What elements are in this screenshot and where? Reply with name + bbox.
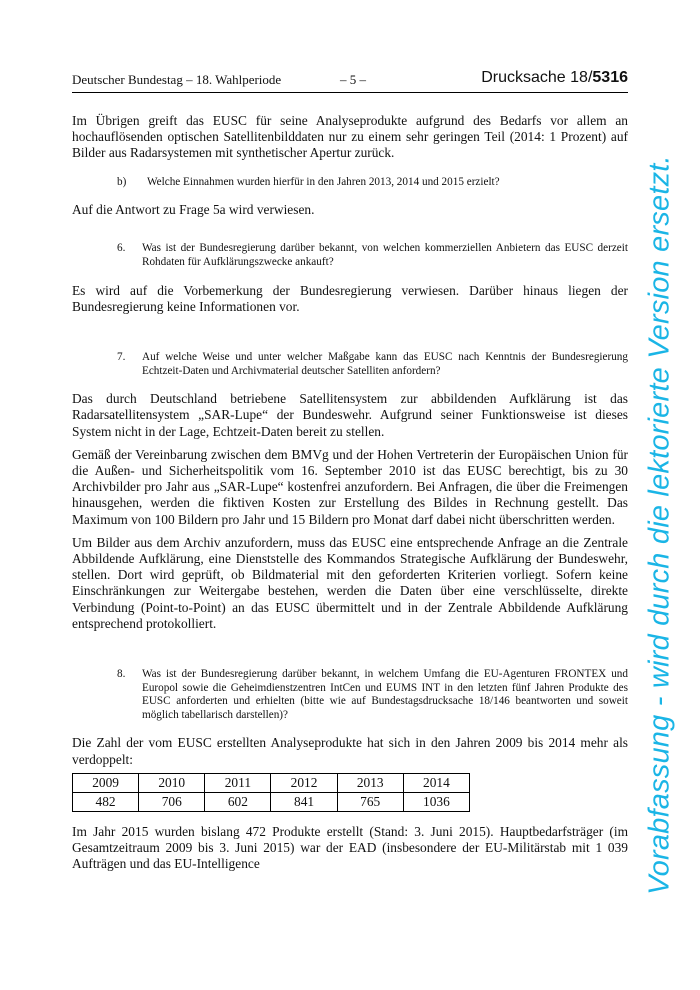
question-8: [117, 668, 628, 722]
table-cell-year: 2014: [403, 773, 469, 792]
table-cell-count: 602: [205, 792, 271, 811]
answer-7-sar-lupe: Das durch Deutschland betriebene Satellitensystem zur abbildenden Aufklärung ist das Radarsatellitensystem „SAR-Lupe“ der Bundeswehr. Aufgrund seiner Funktionsweise ist dieses System nicht in der Lage, Echtzeit-Daten bereit zu stellen.: [72, 391, 628, 439]
table-cell-count: 841: [271, 792, 337, 811]
watermark-text: Vorabfassung - wird durch die lektorierte Version ersetzt.: [643, 155, 676, 895]
table-cell-year: 2009: [73, 773, 139, 792]
header-page-number: – 5 –: [340, 72, 366, 87]
table-row-counts: [73, 792, 470, 811]
question-label: b): [117, 175, 127, 188]
header-parliament: Deutscher Bundestag – 18. Wahlperiode: [72, 72, 282, 87]
header-doc-period: 18/: [570, 69, 593, 86]
table-cell-year: 2013: [337, 773, 403, 792]
question-7: [117, 351, 628, 378]
table-cell-year: 2010: [139, 773, 205, 792]
table-cell-count: 1036: [403, 792, 469, 811]
paragraph-eusc-radar: Im Übrigen greift das EUSC für seine Analyseprodukte aufgrund des Bedarfs vor allem an hochauflösenden optischen Satellitenbilddaten nur zu einem sehr geringen Teil (2014: 1 Prozent) auf Bilder aus Radarsystemen mit synthetischer Apertur zurück.: [72, 113, 628, 161]
question-5b: [117, 176, 628, 190]
table-cell-year: 2011: [205, 773, 271, 792]
table-cell-count: 765: [337, 792, 403, 811]
table-cell-count: 706: [139, 792, 205, 811]
header-doc-id: 5316: [592, 69, 628, 86]
answer-8-summary: Im Jahr 2015 wurden bislang 472 Produkte erstellt (Stand: 3. Juni 2015). Hauptbedarfsträger (im Gesamtzeitraum 2009 bis 3. Juni 2015) war der EAD (insbesondere der EU-Militärstab mit 1 039 Aufträgen und das EU-Intelligence: [72, 823, 628, 872]
question-label: 8.: [117, 668, 126, 681]
answer-8-intro: Die Zahl der vom EUSC erstellten Analyseprodukte hat sich in den Jahren 2009 bis 2014 mehr als verdoppelt:: [72, 735, 628, 767]
question-text: Welche Einnahmen wurden hierfür in den Jahren 2013, 2014 und 2015 erzielt?: [147, 175, 500, 188]
table-row-years: [73, 773, 470, 792]
question-6: [117, 242, 628, 269]
page-header: [72, 70, 628, 93]
answer-5b: Auf die Antwort zu Frage 5a wird verwiesen.: [72, 202, 315, 218]
question-text: Was ist der Bundesregierung darüber bekannt, von welchen kommerziellen Anbietern das EUSC derzeit Rohdaten für Aufklärungszwecke ankauft?: [142, 242, 628, 268]
header-document-number: [481, 69, 628, 87]
question-label: 6.: [117, 242, 126, 255]
answer-6: Es wird auf die Vorbemerkung der Bundesregierung verwiesen. Darüber hinaus liegen der Bundesregierung keine Informationen vor.: [72, 282, 628, 314]
table-cell-year: 2012: [271, 773, 337, 792]
answer-7-agreement: Gemäß der Vereinbarung zwischen dem BMVg und der Hohen Vertreterin der Europäischen Union für die Außen- und Sicherheitspolitik vom 16. September 2010 ist das EUSC berechtigt, bis zu 30 Archivbilder pro Jahr aus „SAR-Lupe“ kostenfrei anzufordern. Bei Anfragen, die über die Freimengen hinausgehen, werden die fiktiven Kosten zur Erstellung des Bildes in Rechnung gestellt. Das Maximum von 100 Bildern pro Jahr und 15 Bildern pro Monat darf dabei nicht überschritten werden.: [72, 446, 628, 527]
document-body: [72, 113, 628, 879]
products-per-year-table: [72, 773, 470, 812]
question-label: 7.: [117, 351, 126, 363]
table-cell-count: 482: [73, 792, 139, 811]
header-doc-label: Drucksache: [481, 69, 566, 86]
answer-7-archive: Um Bilder aus dem Archiv anzufordern, muss das EUSC eine entsprechende Anfrage an die Zentrale Abbildende Aufklärung, eine Dienststelle des Kommandos Strategische Aufklärung der Bundeswehr, stellen. Dort wird geprüft, ob Bildmaterial mit den geforderten Kriterien vorliegt. Sofern keine Einschränkungen zur Weitergabe bestehen, werden die Daten über eine verschlüsselte, direkte Verbindung (Point-to-Point) an das EUSC übermittelt und in der Zentrale Abbildende Aufklärung entsprechend protokolliert.: [72, 534, 628, 631]
question-text: Auf welche Weise und unter welcher Maßgabe kann das EUSC nach Kenntnis der Bundesregierung Echtzeit-Daten und Archivmaterial deutscher Satelliten anfordern?: [142, 351, 628, 377]
question-text: Was ist der Bundesregierung darüber bekannt, in welchem Umfang die EU-Agenturen FRONTEX und Europol sowie die Geheimdienstzentren IntCen und EUMS INT in den letzten fünf Jahren Produkte des EUSC anforderten und erhielten (bitte wie auf Bundestagsdrucksache 18/146 beantworten und soweit möglich tabellarisch darstellen)?: [142, 668, 628, 721]
